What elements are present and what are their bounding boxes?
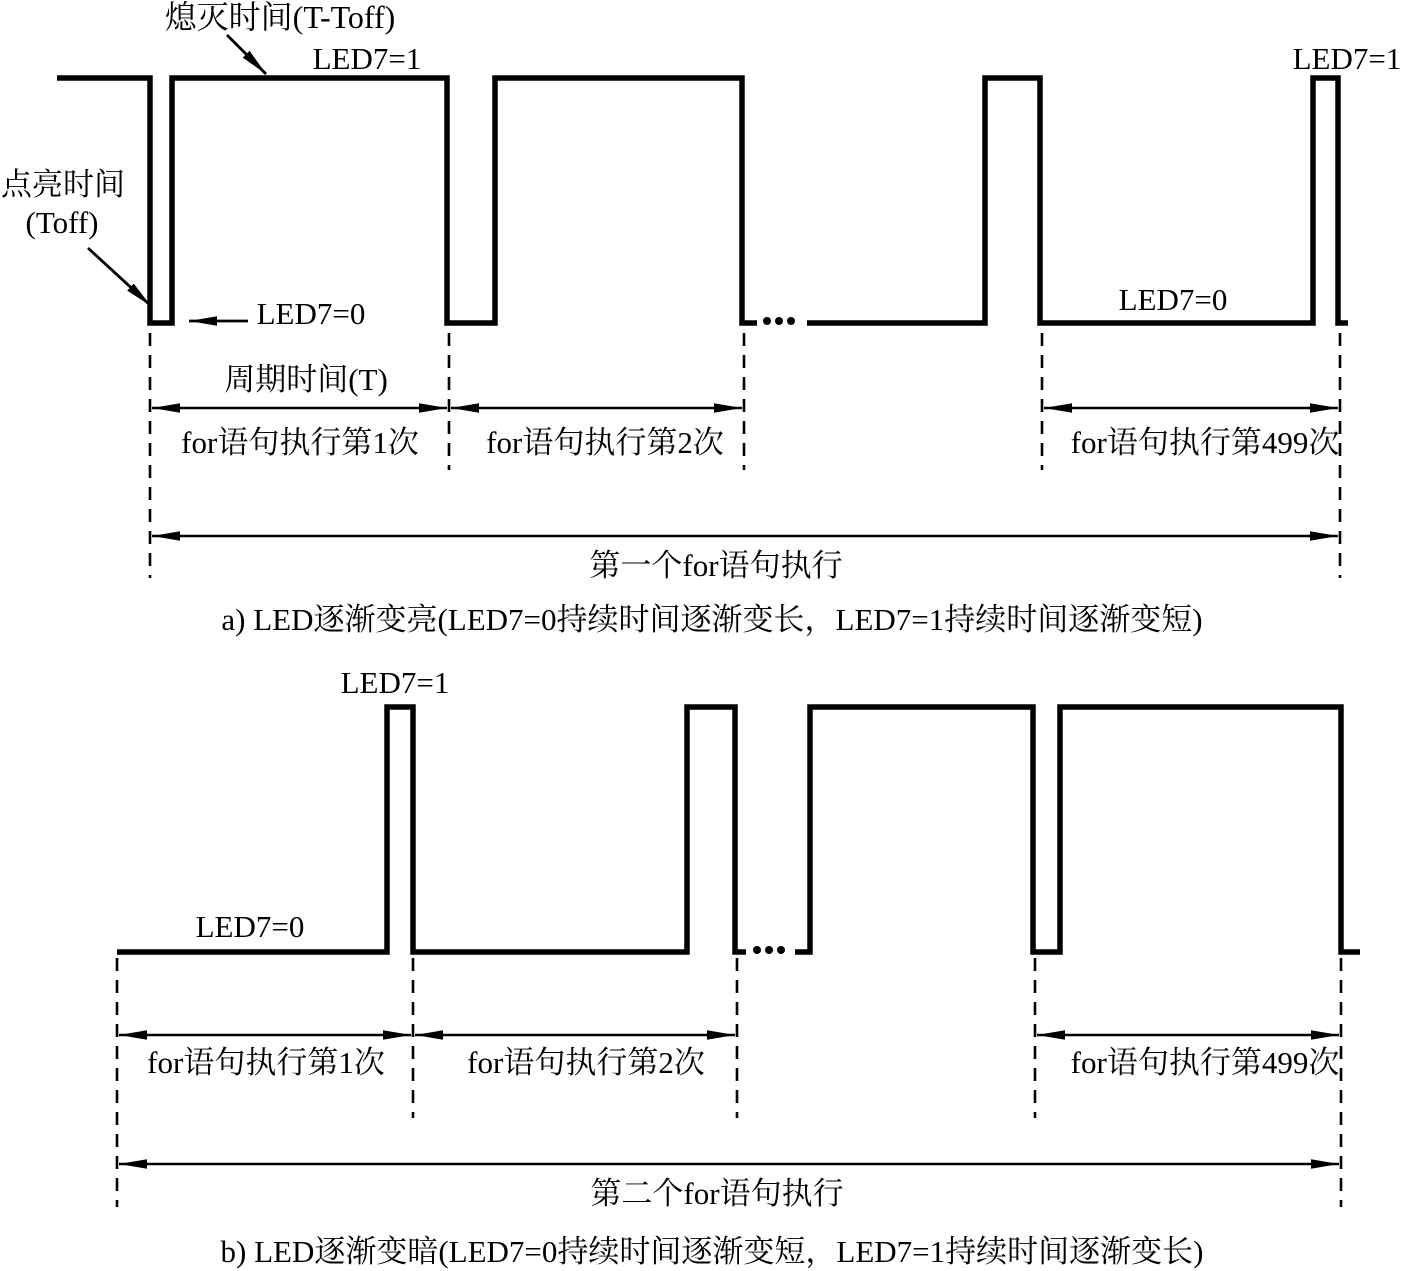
cycle-boundaries-b <box>117 958 1341 1207</box>
led7-high-label-right-a: LED7=1 <box>1292 41 1401 76</box>
cycle-label-b-2: for语句执行第2次 <box>467 1045 705 1080</box>
led7-low-label-b: LED7=0 <box>195 909 305 944</box>
cycle-label-a-1: for语句执行第1次 <box>181 425 419 460</box>
off-time-pointer-arrow <box>227 35 266 74</box>
waveform-a-trace-right <box>807 78 1348 323</box>
overall-label-b: 第二个for语句执行 <box>590 1176 844 1211</box>
caption-b: b) LED逐渐变暗(LED7=0持续时间逐渐变短，LED7=1持续时间逐渐变长) <box>220 1234 1204 1269</box>
on-time-label-line1: 点亮时间 <box>1 167 125 202</box>
led7-high-label-left-a: LED7=1 <box>312 41 422 76</box>
cycle-label-a-2: for语句执行第2次 <box>486 425 724 460</box>
led7-low-label-left-a: LED7=0 <box>256 296 366 331</box>
period-label: 周期时间(T) <box>224 362 388 397</box>
cycle-label-a-499: for语句执行第499次 <box>1070 425 1340 460</box>
continuation-dots-a <box>763 317 795 325</box>
led7-high-label-b: LED7=1 <box>340 665 450 700</box>
cycle-label-b-499: for语句执行第499次 <box>1070 1045 1340 1080</box>
off-time-label: 熄灭时间(T-Toff) <box>164 0 396 35</box>
waveform-b-trace-right <box>795 707 1360 952</box>
waveform-a-trace-left <box>57 78 757 323</box>
on-time-label-line2: (Toff) <box>25 205 99 240</box>
continuation-dots-b <box>753 946 785 954</box>
caption-a: a) LED逐渐变亮(LED7=0持续时间逐渐变长，LED7=1持续时间逐渐变短) <box>221 602 1203 637</box>
led7-low-label-right-a: LED7=0 <box>1118 282 1228 317</box>
cycle-label-b-1: for语句执行第1次 <box>147 1045 385 1080</box>
on-time-pointer-arrow <box>88 248 151 306</box>
overall-label-a: 第一个for语句执行 <box>589 548 843 583</box>
